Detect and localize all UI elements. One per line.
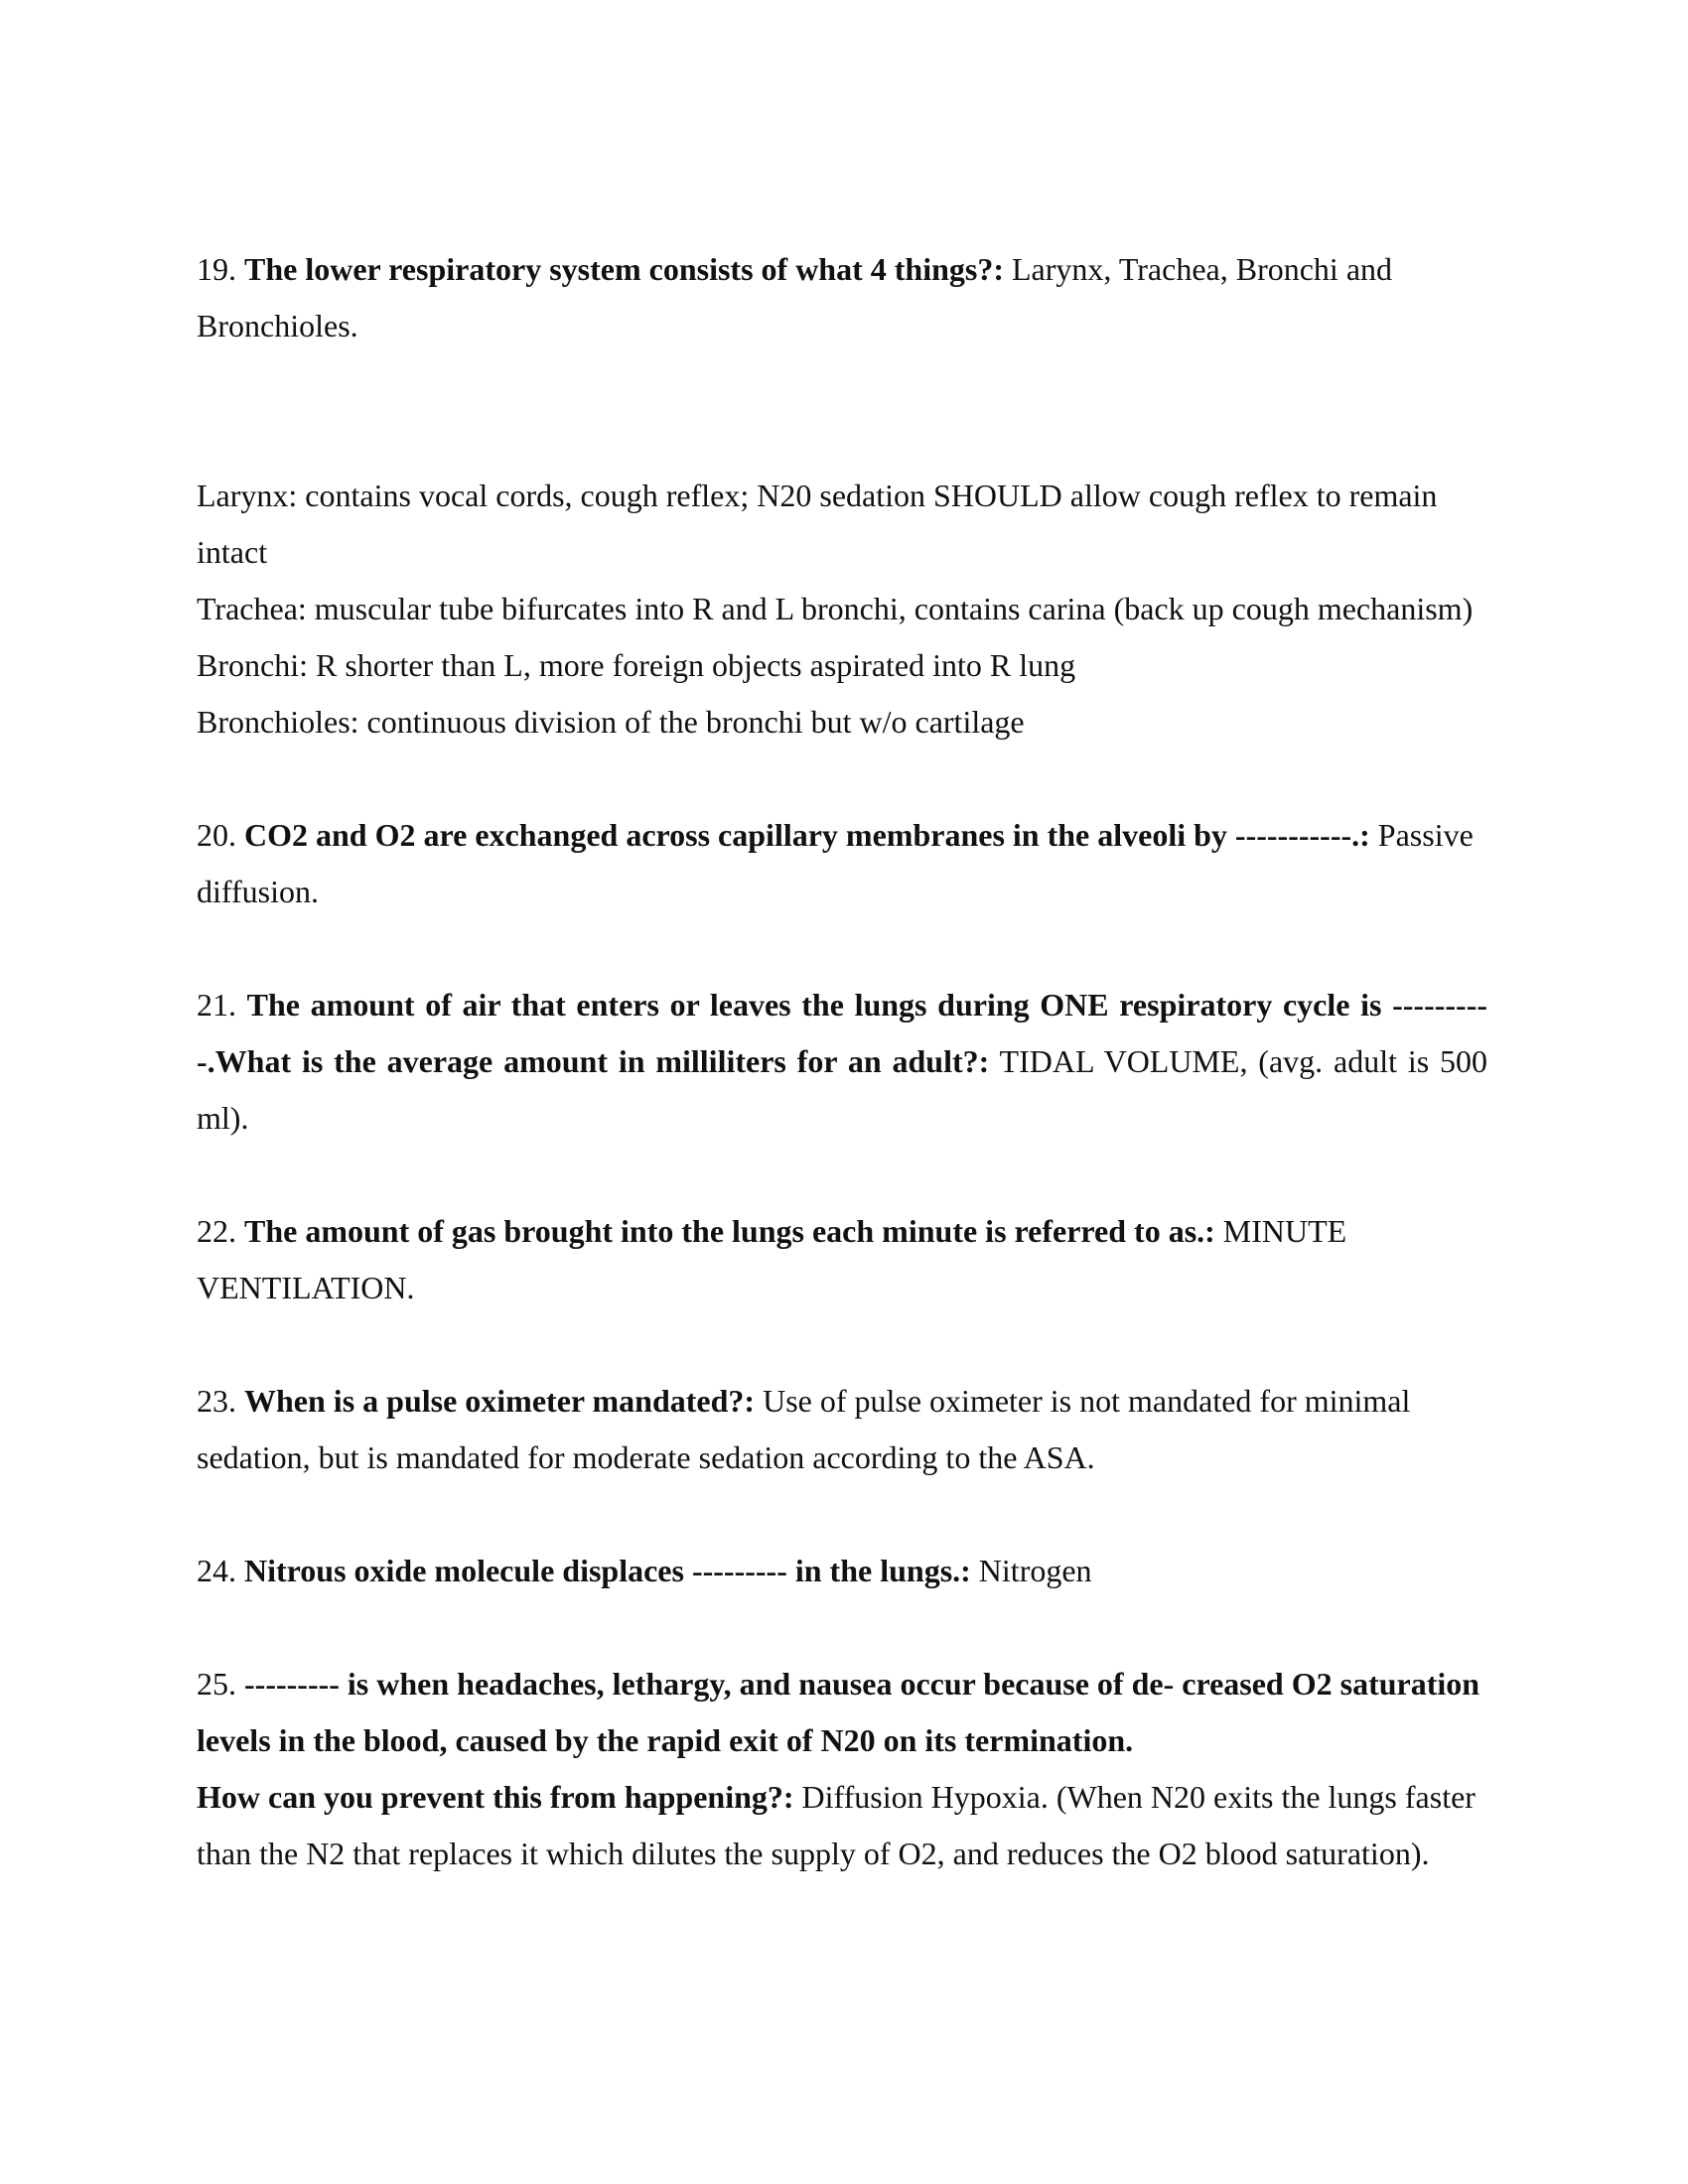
question-number: 22. [197,1213,236,1249]
respiratory-details [197,468,1487,751]
question-23 [197,1373,1487,1486]
detail-trachea: Trachea: muscular tube bifurcates into R and L bronchi, contains carina (back up cough mechanism) [197,591,1474,626]
question-text: --------- is when headaches, lethargy, and nausea occur because of de- creased O2 saturation levels in the blood, caused by the rapid exit of N20 on its termination. [197,1666,1480,1758]
question-text: CO2 and O2 are exchanged across capillary membranes in the alveoli by -----------.: [244,817,1370,853]
detail-bronchi: Bronchi: R shorter than L, more foreign objects aspirated into R lung [197,647,1076,683]
answer-text: TIDAL VOLUME, (avg. adult is 500 ml). [197,1043,1488,1136]
detail-bronchioles: Bronchioles: continuous division of the bronchi but w/o cartilage [197,704,1025,740]
question-number: 25. [197,1666,236,1702]
question-22 [197,1203,1487,1316]
question-number: 20. [197,817,236,853]
question-number: 19. [197,251,236,287]
detail-larynx: Larynx: contains vocal cords, cough reflex; N20 sedation SHOULD allow cough reflex to remain intact [197,478,1438,570]
question-number: 24. [197,1553,236,1588]
question-text-prevention: How can you prevent this from happening?: [197,1779,794,1815]
question-text: When is a pulse oximeter mandated?: [244,1383,756,1419]
question-text: The amount of air that enters or leaves the lungs during ONE respiratory cycle is ----------.What is the average amount in milliliters for an adult?: [197,987,1488,1079]
question-24 [197,1543,1487,1599]
answer-text: MINUTE VENTILATION. [197,1213,1347,1305]
answer-text: Passive diffusion. [197,817,1474,909]
question-text: The amount of gas brought into the lungs each minute is referred to as.: [244,1213,1215,1249]
question-25 [197,1656,1487,1882]
question-text: The lower respiratory system consists of what 4 things?: [244,251,1004,287]
question-20 [197,807,1487,920]
answer-text: Use of pulse oximeter is not mandated for minimal sedation, but is mandated for moderate sedation according to the ASA. [197,1383,1411,1475]
answer-text: Larynx, Trachea, Bronchi and Bronchioles. [197,251,1393,343]
question-number: 23. [197,1383,236,1419]
question-21 [197,977,1487,1147]
question-number: 21. [197,987,236,1023]
question-text: Nitrous oxide molecule displaces --------- in the lungs.: [244,1553,971,1588]
question-19 [197,241,1487,354]
answer-text: Diffusion Hypoxia. (When N20 exits the lungs faster than the N2 that replaces it which dilutes the supply of O2, and reduces the O2 blood saturation). [197,1779,1476,1871]
document-content [197,241,1487,1882]
answer-text: Nitrogen [970,1553,1092,1588]
